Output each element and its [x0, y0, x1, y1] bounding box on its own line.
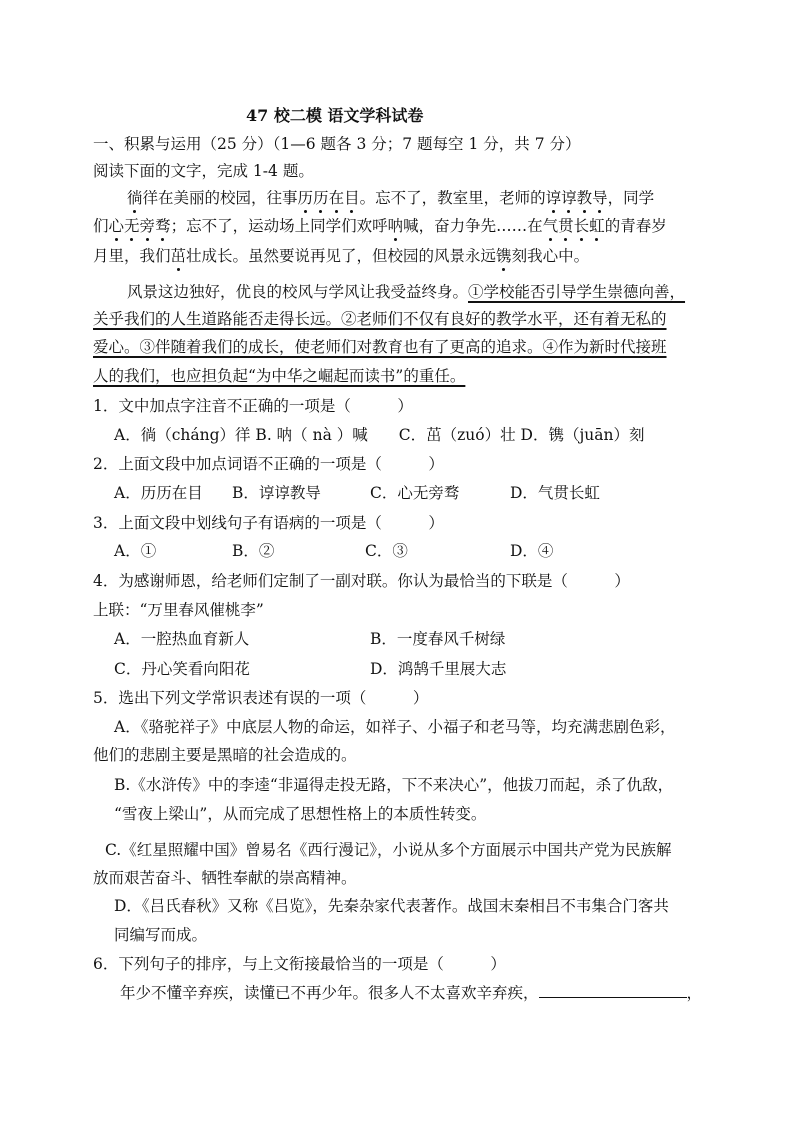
dotted-char: 无 [124, 217, 140, 235]
passage-p1-line3: 月里，我们茁壮成长。虽然要说再见了，但校园的风景永远镌刻我心中。 [93, 247, 590, 265]
passage-p2-line4: 人的我们，也应担负起“为中华之崛起而读书”的重任。 [93, 367, 466, 385]
question-1-stem: 1．文中加点字注音不正确的一项是（ ） [93, 397, 413, 415]
dotted-char: 谆 [545, 189, 562, 207]
dotted-char: 贯 [558, 217, 574, 235]
question-5-option-a-line1: A．《骆驼祥子》中底层人物的命运，如祥子、小福子和老马等，均充满悲剧色彩， [114, 718, 676, 736]
dotted-char: 导 [592, 189, 608, 207]
dotted-phrase [298, 189, 360, 207]
question-2-stem: 2．上面文段中加点词语不正确的一项是（ ） [93, 455, 444, 473]
dotted-phrase [546, 189, 608, 207]
dotted-phrase [109, 217, 171, 235]
question-5-option-d-line2: 同编写而成。 [114, 926, 208, 944]
question-4-option-c: C．丹心笑看向阳花 [114, 660, 250, 678]
question-4-stem: 4．为感谢师恩，给老师们定制了一副对联。你认为最恰当的下联是（ ） [93, 572, 630, 590]
section-heading: 一、积累与运用（25 分）（1—6 题各 3 分；7 题每空 1 分，共 7 分） [93, 135, 581, 153]
question-4-couplet: 上联：“万里春风催桃李” [93, 601, 264, 619]
dotted-char: 呐 [387, 217, 404, 235]
dotted-char: 虹 [589, 217, 605, 235]
question-3-option-c: C．③ [365, 542, 408, 560]
answer-blank[interactable] [539, 983, 687, 998]
question-6-text: 年少不懂辛弃疾，读懂已不再少年。很多人不太喜欢辛弃疾， ， [120, 984, 703, 1002]
underlined-sentence: ①学校能否引导学生崇德向善， [468, 283, 686, 301]
question-2-option-a: A．历历在目 [114, 484, 203, 502]
question-1-options: A．徜（cháng）徉 B. 呐（ nà ）喊 C．茁（zuó）壮 D．镌（juān）刻 [114, 426, 645, 444]
question-3-stem: 3．上面文段中划线句子有语病的一项是（ ） [93, 514, 444, 532]
question-5-stem: 5．选出下列文学常识表述有误的一项（ ） [93, 689, 429, 707]
question-5-option-c-line1: C.《红星照耀中国》曾易名《西行漫记》，小说从多个方面展示中国共产党为民族解 [105, 841, 672, 859]
dotted-char: 旁 [139, 217, 156, 235]
dotted-char: 徜 [127, 189, 143, 207]
question-3-option-b: B．② [232, 542, 275, 560]
dotted-char: 镌 [496, 247, 512, 265]
question-6-stem: 6．下列句子的排序，与上文衔接最恰当的一项是（ ） [93, 955, 506, 973]
question-3-option-d: D．④ [510, 542, 554, 560]
question-5-option-b-line1: B.《水浒传》中的李逵“非逼得走投无路，下不来决心”，他拔刀而起，杀了仇敌， [114, 776, 674, 794]
passage-p2-line2: 关乎我们的人生道路能否走得长远。②老师们不仅有良好的教学水平，还有着无私的 [93, 310, 667, 328]
question-5-option-d-line1: D．《吕氏春秋》又称《吕览》，先秦杂家代表著作。战国末秦相吕不韦集合门客共 [114, 897, 669, 915]
question-4-option-b: B．一度春风千树绿 [370, 630, 506, 648]
dotted-char: 历 [313, 189, 329, 207]
dotted-char: 教 [576, 189, 593, 207]
question-5-option-c-line2: 放而艰苦奋斗、牺牲奉献的崇高精神。 [93, 869, 357, 887]
passage-p2-line3: 爱心。③伴随着我们的成长，使老师们对教育也有了更高的追求。④作为新时代接班 [93, 338, 667, 356]
question-2-option-d: D．气贯长虹 [510, 484, 600, 502]
passage-p2-line1: 风景这边独好，优良的校风与学风让我受益终身。①学校能否引导学生崇德向善， [127, 283, 686, 301]
page-title: 47 校二模 语文学科试卷 [246, 106, 424, 125]
dotted-char: 气 [542, 217, 559, 235]
question-2-option-b: B．谆谆教导 [232, 484, 321, 502]
dotted-char: 骛 [155, 217, 171, 235]
question-2-option-c: C．心无旁骛 [370, 484, 460, 502]
question-4-option-a: A．一腔热血育新人 [114, 630, 250, 648]
passage-p1-line1: 徜徉在美丽的校园，往事历历在目。忘不了，教室里，老师的谆谆教导，同学 [127, 189, 655, 207]
question-5-option-a-line2: 他们的悲剧主要是黑暗的社会造成的。 [93, 746, 357, 764]
dotted-char: 在 [328, 189, 345, 207]
dotted-char: 茁 [170, 247, 187, 265]
reading-instruction: 阅读下面的文字，完成 1-4 题。 [93, 162, 314, 180]
question-5-option-b-line2: “雪夜上梁山”，从而完成了思想性格上的本质性转变。 [114, 805, 487, 823]
dotted-char: 目 [344, 189, 360, 207]
dotted-char: 长 [573, 217, 590, 235]
dotted-char: 谆 [561, 189, 577, 207]
passage-p1-line2: 们心无旁骛；忘不了，运动场上同学们欢呼呐喊，奋力争先……在气贯长虹的青春岁 [93, 217, 667, 235]
dotted-phrase [543, 217, 605, 235]
question-3-option-a: A．① [114, 542, 157, 560]
dotted-char: 心 [108, 217, 125, 235]
dotted-char: 历 [297, 189, 314, 207]
question-4-option-d: D．鸿鹄千里展大志 [370, 660, 507, 678]
